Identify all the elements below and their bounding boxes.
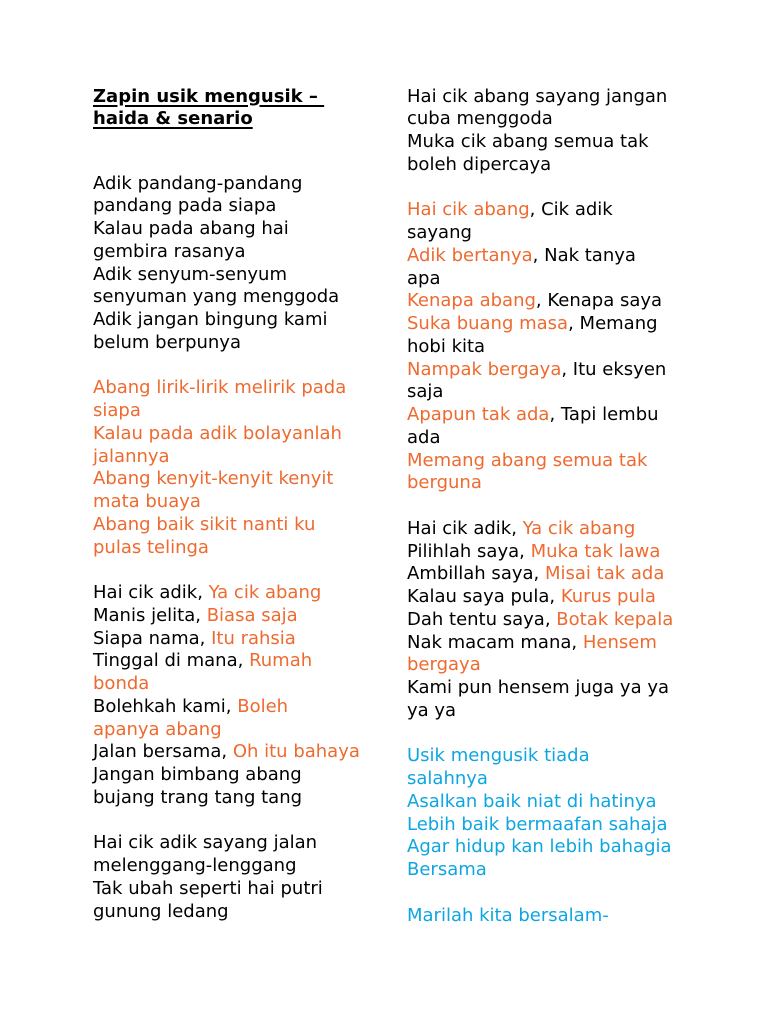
lyric-text-orange: Memang abang semua tak bbox=[407, 449, 648, 471]
lyric-line bbox=[407, 700, 697, 723]
lyric-line bbox=[407, 268, 697, 291]
lyric-line bbox=[93, 332, 383, 355]
lyric-text-orange: berguna bbox=[407, 472, 482, 494]
lyric-line bbox=[93, 878, 383, 901]
lyric-text-black: , Memang bbox=[568, 313, 658, 335]
blank-line bbox=[93, 559, 383, 582]
lyric-text-black: gunung ledang bbox=[93, 900, 229, 922]
lyric-text-black: Tinggal di mana, bbox=[93, 650, 250, 672]
lyric-line bbox=[93, 628, 383, 651]
left-column-lyrics bbox=[93, 173, 383, 924]
lyric-text-orange: Itu rahsia bbox=[211, 627, 296, 649]
lyric-text-black: Kami pun hensem juga ya ya bbox=[407, 677, 670, 699]
lyric-text-black: cuba menggoda bbox=[407, 108, 553, 130]
lyric-text-orange: Kalau pada adik bolayanlah bbox=[93, 422, 342, 444]
lyric-line bbox=[407, 154, 697, 177]
lyric-line bbox=[407, 745, 697, 768]
lyric-line bbox=[407, 768, 697, 791]
lyric-text-orange: Nampak bergaya bbox=[407, 358, 562, 380]
lyric-line bbox=[407, 427, 697, 450]
lyric-text-black: Hai cik adik, bbox=[93, 582, 209, 604]
lyric-line bbox=[407, 199, 697, 222]
lyric-text-orange: Kenapa abang bbox=[407, 290, 536, 312]
lyric-line bbox=[93, 741, 383, 764]
lyric-text-black: Adik pandang-pandang bbox=[93, 172, 303, 194]
lyric-text-black: saja bbox=[407, 381, 444, 403]
lyric-text-orange: Rumah bbox=[249, 650, 313, 672]
lyric-text-black: , Cik adik bbox=[529, 199, 613, 221]
lyric-text-black: Hai cik adik, bbox=[407, 517, 523, 539]
lyric-line bbox=[407, 814, 697, 837]
lyric-text-black: Tak ubah seperti hai putri bbox=[93, 877, 323, 899]
lyric-line bbox=[407, 381, 697, 404]
lyric-line bbox=[407, 654, 697, 677]
lyric-line bbox=[93, 855, 383, 878]
lyric-text-orange: Oh itu bahaya bbox=[232, 741, 360, 763]
lyric-line bbox=[93, 400, 383, 423]
lyric-text-orange: Ya cik abang bbox=[522, 517, 636, 539]
lyric-line bbox=[407, 450, 697, 473]
lyric-text-blue: Bersama bbox=[407, 859, 487, 881]
lyric-line bbox=[93, 537, 383, 560]
lyric-line bbox=[93, 764, 383, 787]
lyric-text-orange: Boleh bbox=[237, 695, 289, 717]
lyric-text-orange: Adik bertanya bbox=[407, 244, 533, 266]
blank-line bbox=[407, 177, 697, 200]
lyric-text-orange: Suka buang masa bbox=[407, 313, 569, 335]
lyric-line bbox=[407, 632, 697, 655]
lyric-text-black: Ambillah saya, bbox=[407, 563, 545, 585]
lyric-text-black: ya ya bbox=[407, 699, 457, 721]
lyric-text-black: Hai cik adik sayang jalan bbox=[93, 832, 318, 854]
lyric-line bbox=[93, 787, 383, 810]
lyric-text-orange: Apapun tak ada bbox=[407, 404, 550, 426]
document-title bbox=[93, 86, 383, 132]
lyric-line bbox=[93, 195, 383, 218]
lyric-text-orange: jalannya bbox=[93, 445, 170, 467]
title-line bbox=[93, 108, 383, 131]
lyric-text-black: Kalau saya pula, bbox=[407, 586, 561, 608]
lyric-line bbox=[407, 677, 697, 700]
lyric-text-black: bujang trang tang tang bbox=[93, 786, 303, 808]
lyric-text-black: Jangan bimbang abang bbox=[93, 764, 302, 786]
lyric-text-orange: Abang baik sikit nanti ku bbox=[93, 513, 316, 535]
lyric-line bbox=[407, 563, 697, 586]
lyric-text-black: apa bbox=[407, 267, 441, 289]
lyric-line bbox=[407, 791, 697, 814]
lyric-text-orange: Hensem bbox=[582, 631, 657, 653]
lyric-line bbox=[93, 423, 383, 446]
lyric-line bbox=[407, 131, 697, 154]
right-column-lyrics bbox=[407, 86, 697, 928]
lyric-text-black: , Itu eksyen bbox=[561, 358, 667, 380]
lyric-line bbox=[407, 108, 697, 131]
lyric-text-black: Dah tentu saya, bbox=[407, 608, 557, 630]
lyric-line bbox=[93, 218, 383, 241]
lyric-text-black: Nak macam mana, bbox=[407, 631, 583, 653]
lyric-text-orange: Abang kenyit-kenyit kenyit bbox=[93, 468, 334, 490]
lyric-text-black: senyuman yang menggoda bbox=[93, 286, 340, 308]
lyric-text-black: gembira rasanya bbox=[93, 240, 246, 262]
lyric-line bbox=[93, 264, 383, 287]
lyric-text-black: hobi kita bbox=[407, 335, 486, 357]
lyric-text-orange: Muka tak lawa bbox=[530, 540, 661, 562]
lyric-line bbox=[407, 541, 697, 564]
lyric-line bbox=[93, 673, 383, 696]
lyric-text-black: , Tapi lembu bbox=[549, 404, 659, 426]
lyric-text-blue: Lebih baik bermaafan sahaja bbox=[407, 813, 668, 835]
lyric-text-black: Pilihlah saya, bbox=[407, 540, 531, 562]
lyric-line bbox=[407, 336, 697, 359]
lyric-line bbox=[407, 836, 697, 859]
left-column bbox=[93, 86, 383, 924]
lyric-text-black: Kalau pada abang hai bbox=[93, 218, 289, 240]
lyric-line bbox=[407, 518, 697, 541]
lyric-line bbox=[93, 650, 383, 673]
lyric-text-black: Bolehkah kami, bbox=[93, 695, 238, 717]
lyric-line bbox=[407, 404, 697, 427]
lyric-line bbox=[407, 905, 697, 928]
lyric-line bbox=[93, 309, 383, 332]
lyric-text-blue: Marilah kita bersalam- bbox=[407, 904, 609, 926]
lyric-line bbox=[93, 582, 383, 605]
lyric-text-black: Manis jelita, bbox=[93, 604, 207, 626]
lyric-line bbox=[93, 514, 383, 537]
lyric-line bbox=[407, 586, 697, 609]
lyric-text-black: sayang bbox=[407, 222, 472, 244]
title-text: Zapin usik mengusik – bbox=[93, 85, 325, 107]
lyric-text-black: , Kenapa saya bbox=[535, 290, 663, 312]
lyric-line bbox=[93, 901, 383, 924]
lyric-line bbox=[93, 468, 383, 491]
lyric-text-orange: mata buaya bbox=[93, 491, 201, 513]
lyric-line bbox=[407, 86, 697, 109]
lyric-text-orange: Ya cik abang bbox=[208, 582, 322, 604]
lyric-line bbox=[93, 377, 383, 400]
lyric-line bbox=[407, 222, 697, 245]
lyric-text-blue: Agar hidup kan lebih bahagia bbox=[407, 836, 672, 858]
lyric-text-orange: apanya abang bbox=[93, 718, 222, 740]
lyric-line bbox=[407, 472, 697, 495]
blank-line bbox=[93, 810, 383, 833]
lyric-line bbox=[93, 696, 383, 719]
lyric-text-orange: bonda bbox=[93, 673, 150, 695]
lyric-text-orange: Biasa saja bbox=[206, 604, 298, 626]
lyric-text-black: Adik senyum-senyum bbox=[93, 263, 287, 285]
lyric-text-orange: Botak kepala bbox=[556, 608, 674, 630]
blank-line bbox=[407, 723, 697, 746]
lyric-text-orange: Misai tak ada bbox=[544, 563, 665, 585]
lyric-line bbox=[407, 609, 697, 632]
lyric-text-black: Muka cik abang semua tak bbox=[407, 131, 649, 153]
lyric-text-blue: salahnya bbox=[407, 768, 488, 790]
lyric-line bbox=[93, 719, 383, 742]
lyric-line bbox=[407, 313, 697, 336]
lyric-line bbox=[93, 286, 383, 309]
lyric-line bbox=[93, 832, 383, 855]
lyric-line bbox=[407, 859, 697, 882]
lyric-text-black: belum berpunya bbox=[93, 331, 241, 353]
lyric-text-black: Hai cik abang sayang jangan bbox=[407, 85, 668, 107]
lyric-text-black: pandang pada siapa bbox=[93, 195, 277, 217]
right-column bbox=[407, 86, 697, 928]
lyric-text-orange: siapa bbox=[93, 400, 141, 422]
lyric-text-orange: Kurus pula bbox=[560, 586, 656, 608]
blank-line bbox=[93, 355, 383, 378]
lyric-text-blue: Usik mengusik tiada bbox=[407, 745, 590, 767]
lyric-line bbox=[407, 359, 697, 382]
lyric-line bbox=[93, 446, 383, 469]
lyric-text-orange: pulas telinga bbox=[93, 536, 209, 558]
lyric-text-black: boleh dipercaya bbox=[407, 153, 552, 175]
lyric-line bbox=[93, 173, 383, 196]
lyric-text-black: Adik jangan bingung kami bbox=[93, 309, 328, 331]
lyric-text-black: Jalan bersama, bbox=[93, 741, 233, 763]
lyric-text-orange: Abang lirik-lirik melirik pada bbox=[93, 377, 347, 399]
lyric-line bbox=[93, 491, 383, 514]
blank-line bbox=[407, 495, 697, 518]
lyric-text-black: , Nak tanya bbox=[532, 244, 636, 266]
lyric-text-black: Siapa nama, bbox=[93, 627, 212, 649]
title-text: haida & senario bbox=[93, 108, 253, 130]
blank-line bbox=[407, 882, 697, 905]
lyric-line bbox=[407, 290, 697, 313]
title-line bbox=[93, 86, 383, 109]
lyric-line bbox=[93, 241, 383, 264]
lyric-text-orange: Hai cik abang bbox=[407, 199, 530, 221]
lyric-text-black: melenggang-lenggang bbox=[93, 855, 297, 877]
lyric-line bbox=[93, 605, 383, 628]
lyric-text-blue: Asalkan baik niat di hatinya bbox=[407, 790, 657, 812]
lyric-text-black: ada bbox=[407, 426, 441, 448]
lyric-text-orange: bergaya bbox=[407, 654, 481, 676]
lyric-line bbox=[407, 245, 697, 268]
